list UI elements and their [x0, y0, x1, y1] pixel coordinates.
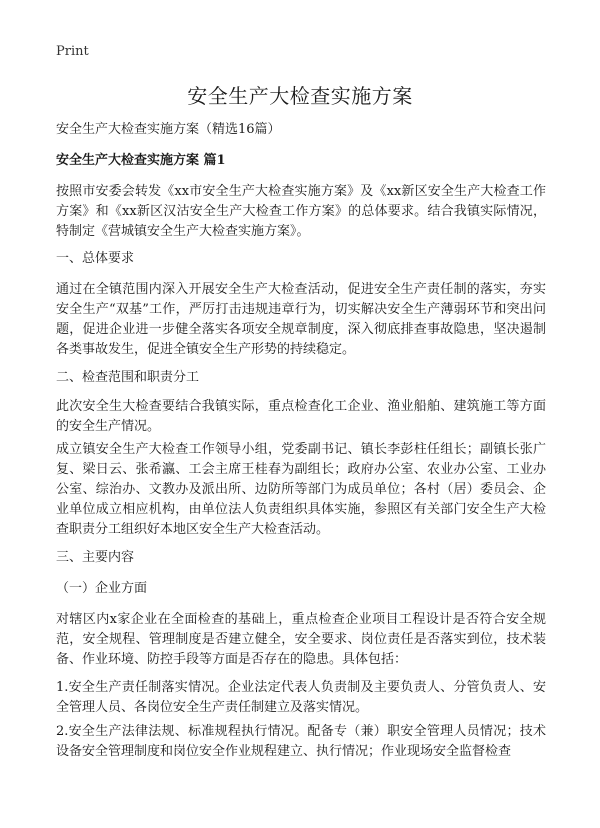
paragraph-enterprise-check: 对辖区内x家企业在全面检查的基础上，重点检查企业项目工程设计是否符合安全规范，安全规程、管理制度是否建立健全，安全要求、岗位责任是否落实到位，技术装备、作业环境、防控手段等方面是否存在的隐患。具体包括： [56, 612, 546, 667]
print-link[interactable]: Print [56, 44, 89, 59]
document-subtitle: 安全生产大检查实施方案（精选16篇） [56, 122, 281, 137]
paragraph-general-requirements: 通过在全镇范围内深入开展安全生产大检查活动，促进安全生产责任制的落实，夯实安全生产“双基”工作，严厉打击违规违章行为，切实解决安全生产薄弱环节和突出问题，促进企业进一步健全落实各项安全规章制度，深入彻底排查事故隐患，坚决遏制各类事故发生，促进全镇安全生产形势的持续稳定。 [56, 282, 546, 357]
paragraph-intro: 按照市安委会转发《xx市安全生产大检查实施方案》及《xx新区安全生产大检查工作方案》和《xx新区汉沽安全生产大检查工作方案》的总体要求。结合我镇实际情况，特制定《营城镇安全生产大检查实施方案》。 [56, 184, 546, 239]
section-heading-scope: 二、检查范围和职责分工 [56, 370, 200, 385]
document-title: 安全生产大检查实施方案 [187, 84, 413, 108]
paragraph-leadership-group: 成立镇安全生产大检查工作领导小组，党委副书记、镇长李彭柱任组长；副镇长张广复、梁日云、张希瀛、工会主席王桂春为副组长；政府办公室、农业办公室、工业办公室、综治办、文教办及派出所、边防所等部门为成员单位；各村（居）委员会、企业单位成立相应机构，由单位法人负责组织具体实施，参照区有关部门安全生产大检查职责分工组织好本地区安全生产大检查活动。 [56, 442, 546, 537]
section-heading-main-content: 三、主要内容 [56, 550, 135, 565]
paragraph-scope: 此次安全生大检查要结合我镇实际，重点检查化工企业、渔业船舶、建筑施工等方面的安全生产情况。 [56, 399, 546, 434]
list-item: 2.安全生产法律法规、标准规程执行情况。配备专（兼）职安全管理人员情况；技术设备安全管理制度和岗位安全作业规程建立、执行情况；作业现场安全监督检查 [56, 724, 546, 759]
article-title: 安全生产大检查实施方案 篇1 [56, 153, 226, 168]
list-item: 1.安全生产责任制落实情况。企业法定代表人负责制及主要负责人、分管负责人、安全管理人员、各岗位安全生产责任制建立及落实情况。 [56, 680, 546, 715]
subsection-heading-enterprise: （一）企业方面 [56, 581, 148, 596]
section-heading-general: 一、总体要求 [56, 251, 135, 266]
